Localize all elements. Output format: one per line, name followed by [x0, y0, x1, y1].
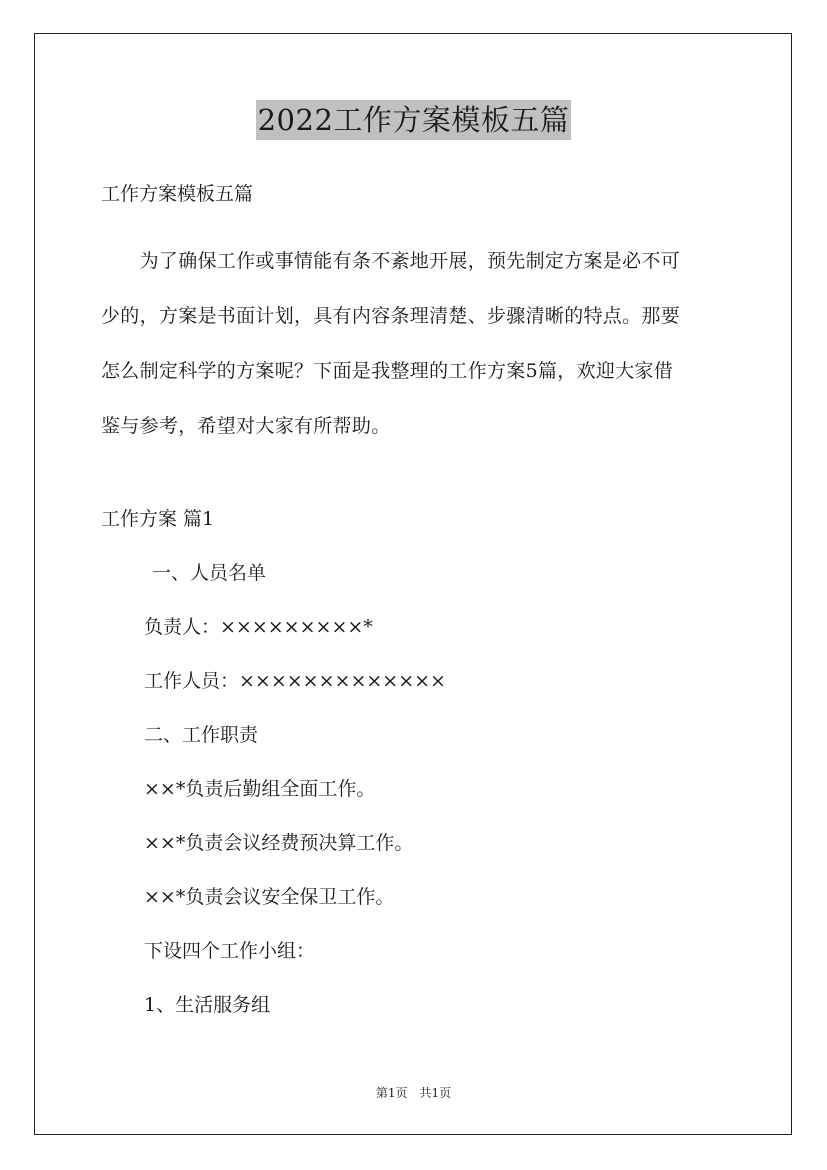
page-footer: 第1页 共1页 — [375, 1086, 452, 1100]
list-item: 下设四个工作小组： — [144, 940, 316, 962]
intro-line: 怎么制定科学的方案呢？下面是我整理的工作方案5篇，欢迎大家借 — [101, 360, 674, 382]
list-item: ××*负责会议经费预决算工作。 — [144, 832, 414, 854]
document-title: 2022工作方案模板五篇 — [256, 100, 572, 140]
list-item: ××*负责会议安全保卫工作。 — [144, 886, 395, 908]
document-subtitle: 工作方案模板五篇 — [101, 183, 254, 205]
list-item: ××*负责后勤组全面工作。 — [144, 778, 376, 800]
list-item: 一、人员名单 — [152, 562, 267, 584]
list-item: 工作人员：××××××××××××× — [144, 670, 446, 692]
list-item: 负责人：×××××××××* — [144, 616, 373, 638]
list-item: 1、生活服务组 — [144, 994, 271, 1016]
intro-line: 为了确保工作或事情能有条不紊地开展，预先制定方案是必不可 — [101, 250, 681, 272]
intro-paragraph — [101, 234, 741, 454]
section-heading: 工作方案 篇1 — [101, 508, 215, 530]
intro-line: 少的，方案是书面计划，具有内容条理清楚、步骤清晰的特点。那要 — [101, 305, 681, 327]
intro-line: 鉴与参考，希望对大家有所帮助。 — [101, 415, 391, 437]
title-container — [0, 100, 827, 140]
list-item: 二、工作职责 — [144, 724, 259, 746]
